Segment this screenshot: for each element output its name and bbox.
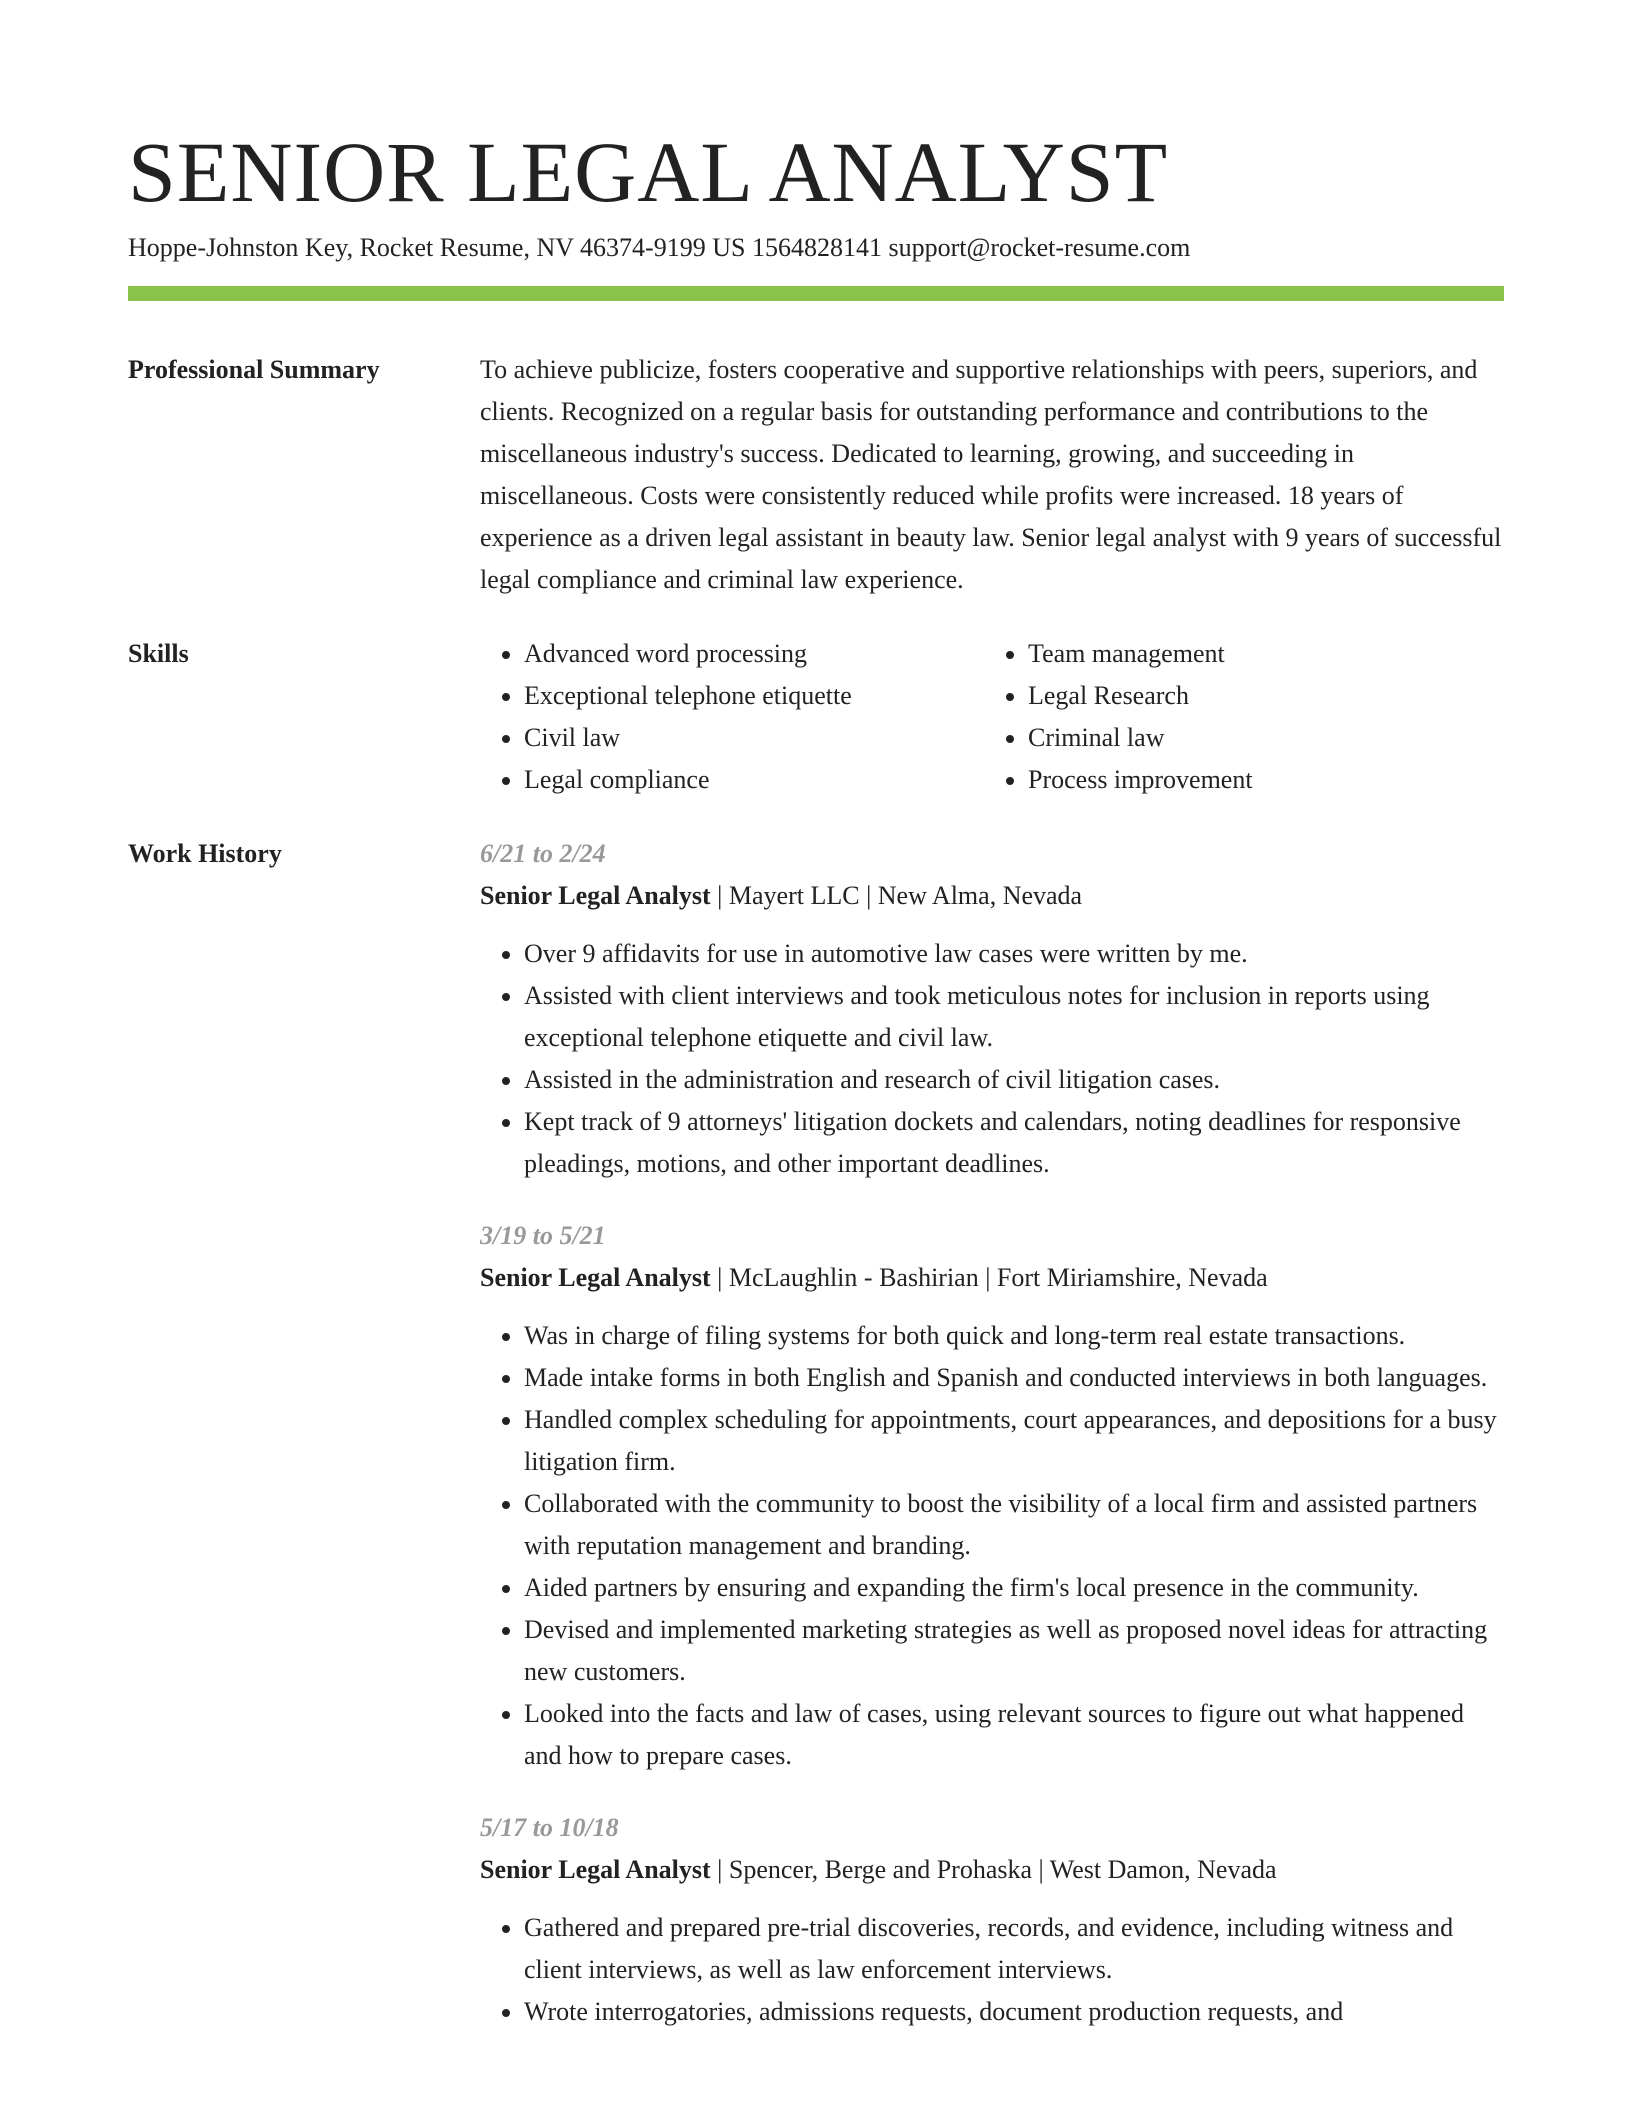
summary-body: [480, 349, 1504, 601]
skills-label: Skills: [128, 639, 189, 668]
skills-grid: [480, 633, 1504, 801]
job-bullet: • Looked into the facts and law of cases, using relevant sources to figure out what happened and how to prepare cases.: [524, 1693, 1504, 1777]
skill-item: • Exceptional telephone etiquette: [524, 675, 984, 717]
work-history-body: [480, 833, 1504, 2063]
job-bullet: • Handled complex scheduling for appointments, court appearances, and depositions for a busy litigation firm.: [524, 1399, 1504, 1483]
job-bullets: [480, 1907, 1504, 2033]
work-history-label: Work History: [128, 839, 282, 868]
skill-item: • Team management: [1028, 633, 1488, 675]
skill-item: • Criminal law: [1028, 717, 1488, 759]
resume-name: SENIOR LEGAL ANALYST: [128, 124, 1169, 220]
job-title: Senior Legal Analyst: [480, 881, 711, 910]
skill-item: • Legal compliance: [524, 759, 984, 801]
skills-list-left: [480, 633, 984, 801]
summary-label: Professional Summary: [128, 355, 380, 384]
contact-info: Hoppe-Johnston Key, Rocket Resume, NV 46374-9199 US 1564828141 support@rocket-resume.com: [128, 233, 1191, 262]
header-divider: [128, 286, 1504, 301]
job-heading: [480, 1257, 1504, 1299]
job-bullet: • Devised and implemented marketing strategies as well as proposed novel ideas for attracting new customers.: [524, 1609, 1504, 1693]
job-dates: 3/19 to 5/21: [480, 1221, 606, 1250]
job-entry: [480, 1807, 1504, 2033]
job-dates: 5/17 to 10/18: [480, 1813, 619, 1842]
job-bullets: [480, 1315, 1504, 1777]
job-bullet: • Assisted with client interviews and took meticulous notes for inclusion in reports using exceptional telephone etiquette and civil law.: [524, 975, 1504, 1059]
skills-column-left: [480, 633, 984, 801]
skill-item: • Process improvement: [1028, 759, 1488, 801]
job-bullet: • Wrote interrogatories, admissions requests, document production requests, and: [524, 1991, 1504, 2033]
job-bullet: • Gathered and prepared pre-trial discoveries, records, and evidence, including witness and client interviews, as well as law enforcement interviews.: [524, 1907, 1504, 1991]
job-title: Senior Legal Analyst: [480, 1855, 711, 1884]
skills-list-right: [984, 633, 1488, 801]
skills-body: [480, 633, 1504, 801]
job-entry: [480, 1215, 1504, 1777]
job-bullet: • Kept track of 9 attorneys' litigation dockets and calendars, noting deadlines for responsive pleadings, motions, and other important deadlines.: [524, 1101, 1504, 1185]
job-details: | Spencer, Berge and Prohaska | West Damon, Nevada: [710, 1855, 1277, 1884]
job-dates: 6/21 to 2/24: [480, 839, 606, 868]
job-details: | McLaughlin - Bashirian | Fort Miriamshire, Nevada: [710, 1263, 1268, 1292]
job-bullet: • Assisted in the administration and research of civil litigation cases.: [524, 1059, 1504, 1101]
skill-item: • Civil law: [524, 717, 984, 759]
job-bullet: • Over 9 affidavits for use in automotive law cases were written by me.: [524, 933, 1504, 975]
job-bullet: • Made intake forms in both English and Spanish and conducted interviews in both languages.: [524, 1357, 1504, 1399]
job-bullet: • Collaborated with the community to boost the visibility of a local firm and assisted partners with reputation management and branding.: [524, 1483, 1504, 1567]
job-heading: [480, 875, 1504, 917]
job-bullet: • Was in charge of filing systems for both quick and long-term real estate transactions.: [524, 1315, 1504, 1357]
summary-text: To achieve publicize, fosters cooperative and supportive relationships with peers, superiors, and clients. Recognized on a regular basis for outstanding performance and contributions to the miscellaneous industry's success. Dedicated to learning, growing, and succeeding in miscellaneous. Costs were consistently reduced while profits were increased. 18 years of experience as a driven legal assistant in beauty law. Senior legal analyst with 9 years of successful legal compliance and criminal law experience.: [480, 355, 1502, 594]
job-title: Senior Legal Analyst: [480, 1263, 711, 1292]
skill-item: • Advanced word processing: [524, 633, 984, 675]
job-details: | Mayert LLC | New Alma, Nevada: [710, 881, 1083, 910]
skill-item: • Legal Research: [1028, 675, 1488, 717]
skills-column-right: [984, 633, 1488, 801]
job-heading: [480, 1849, 1504, 1891]
job-bullet: • Aided partners by ensuring and expanding the firm's local presence in the community.: [524, 1567, 1504, 1609]
job-entry: [480, 833, 1504, 1185]
job-bullets: [480, 933, 1504, 1185]
